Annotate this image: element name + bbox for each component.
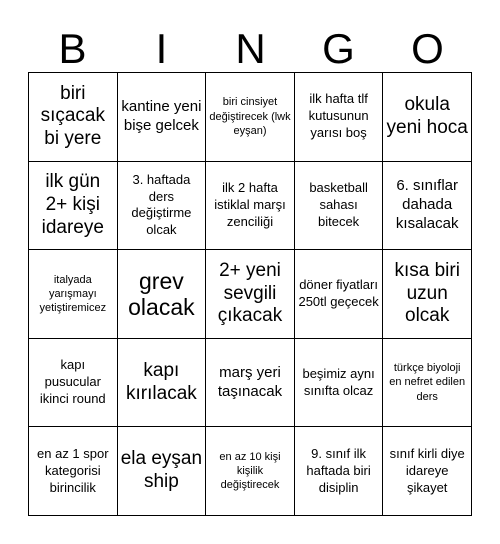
bingo-cell[interactable]: sınıf kirli diye idareye şikayet bbox=[383, 427, 472, 516]
bingo-cell[interactable]: döner fiyatları 250tl geçecek bbox=[295, 250, 384, 339]
header-letter-n: N bbox=[235, 25, 266, 72]
header-letter-b: B bbox=[58, 25, 87, 72]
header-letter-i: I bbox=[155, 25, 168, 72]
header-letter-g: G bbox=[322, 25, 355, 72]
bingo-cell[interactable]: en az 10 kişi kişilik değiştirecek bbox=[206, 427, 295, 516]
bingo-cell[interactable]: 6. sınıflar dahada kısalacak bbox=[383, 162, 472, 251]
bingo-cell[interactable]: ilk gün 2+ kişi idareye bbox=[29, 162, 118, 251]
bingo-cell[interactable]: beşimiz aynı sınıfta olcaz bbox=[295, 339, 384, 428]
bingo-cell[interactable]: kantine yeni bişe gelcek bbox=[118, 73, 207, 162]
bingo-cell[interactable]: 9. sınıf ilk haftada biri disiplin bbox=[295, 427, 384, 516]
bingo-header bbox=[28, 26, 472, 72]
bingo-cell[interactable]: biri cinsiyet değiştirecek (lwk eyşan) bbox=[206, 73, 295, 162]
bingo-cell[interactable]: kapı pusucular ikinci round bbox=[29, 339, 118, 428]
bingo-cell[interactable]: kısa biri uzun olcak bbox=[383, 250, 472, 339]
bingo-cell[interactable]: en az 1 spor kategorisi birincilik bbox=[29, 427, 118, 516]
bingo-cell[interactable]: türkçe biyoloji en nefret edilen ders bbox=[383, 339, 472, 428]
bingo-cell[interactable]: marş yeri taşınacak bbox=[206, 339, 295, 428]
bingo-cell[interactable]: ela eyşan ship bbox=[118, 427, 207, 516]
bingo-cell[interactable]: 2+ yeni sevgili çıkacak bbox=[206, 250, 295, 339]
bingo-cell[interactable]: ilk hafta tlf kutusunun yarısı boş bbox=[295, 73, 384, 162]
bingo-cell[interactable]: okula yeni hoca bbox=[383, 73, 472, 162]
bingo-cell[interactable]: basketball sahası bitecek bbox=[295, 162, 384, 251]
bingo-cell[interactable]: grev olacak bbox=[118, 250, 207, 339]
bingo-cell[interactable]: ilk 2 hafta istiklal marşı zenciliği bbox=[206, 162, 295, 251]
bingo-cell[interactable]: kapı kırılacak bbox=[118, 339, 207, 428]
bingo-cell[interactable]: 3. haftada ders değiştirme olcak bbox=[118, 162, 207, 251]
bingo-grid bbox=[28, 72, 472, 516]
header-letter-o: O bbox=[411, 25, 444, 72]
bingo-cell[interactable]: italyada yarışmayı yetiştiremicez bbox=[29, 250, 118, 339]
bingo-cell[interactable]: biri sıçacak bi yere bbox=[29, 73, 118, 162]
